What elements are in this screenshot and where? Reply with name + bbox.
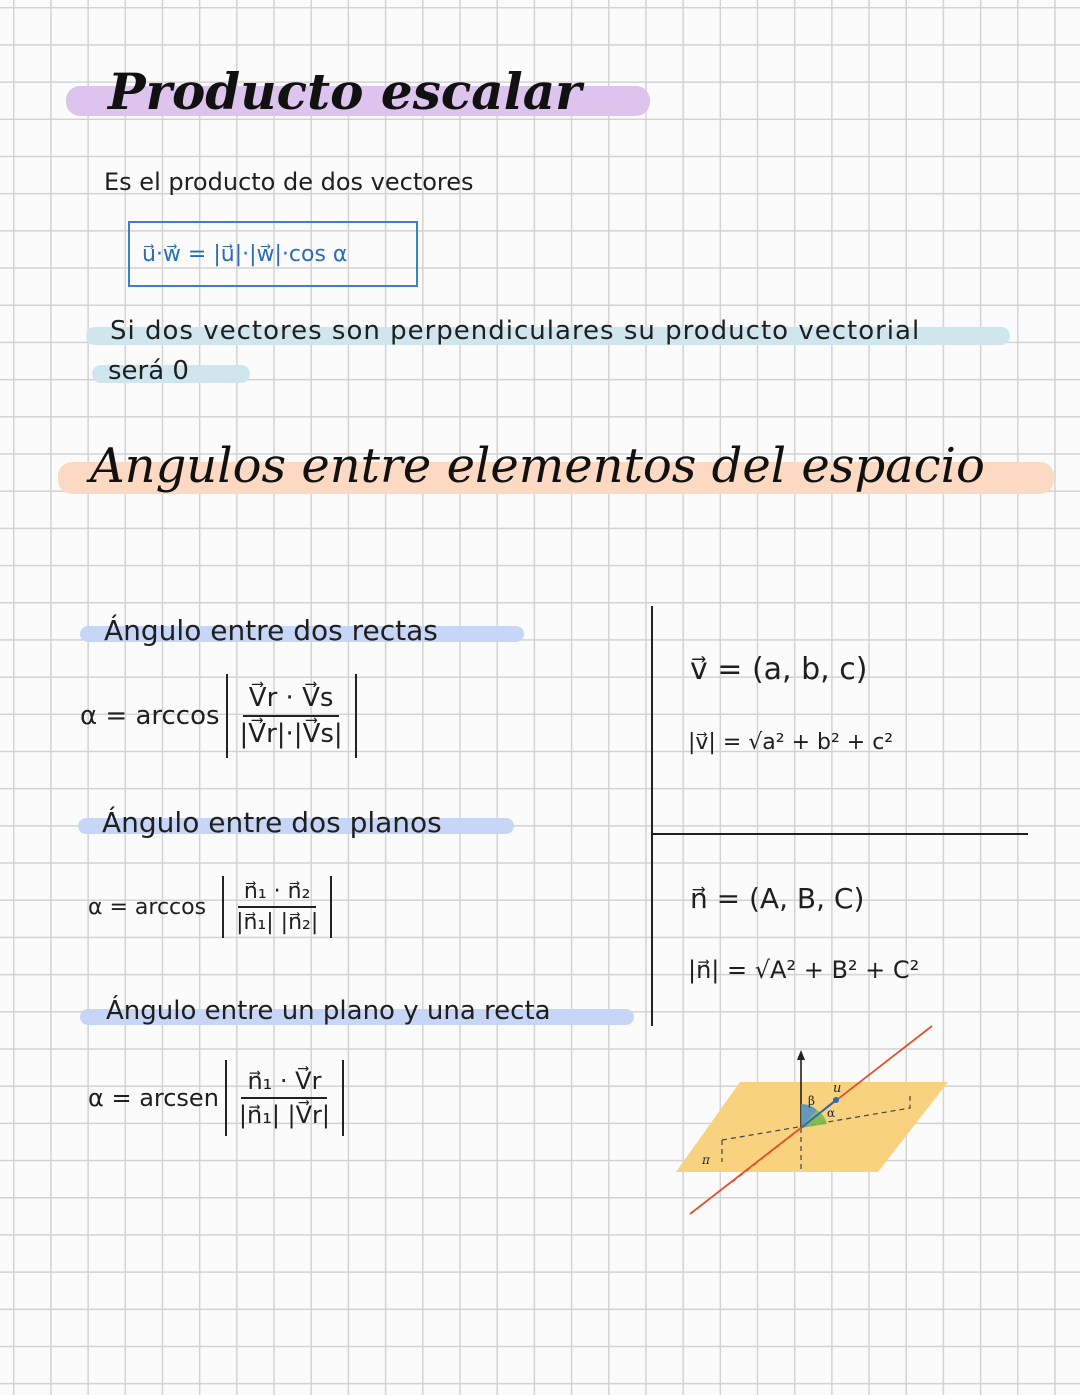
vertical-divider [651, 606, 653, 1026]
plane-line-formula [88, 1060, 350, 1136]
dot-product-formula: u⃗·w⃗ = |u⃗|·|w⃗|·cos α [142, 241, 348, 267]
label-beta: β [808, 1094, 815, 1108]
normal-modulus: |n⃗| = √A² + B² + C² [688, 956, 920, 984]
planes-formula-lhs: α = arccos [88, 894, 207, 920]
direction-vector-head [833, 1097, 839, 1103]
plane-line-diagram [670, 1020, 960, 1220]
label-pi: π [702, 1153, 710, 1167]
normal-arrow-head [797, 1050, 805, 1060]
abs-bar-right [342, 1060, 344, 1136]
vector-modulus: |v⃗| = √a² + b² + c² [688, 730, 894, 755]
planes-formula [88, 876, 338, 938]
planes-heading: Ángulo entre dos planos [102, 806, 442, 839]
label-alpha: α [827, 1106, 836, 1120]
plane-line-denominator: |n⃗₁| |V⃗r| [238, 1101, 331, 1129]
note-text-line2: será 0 [108, 356, 189, 386]
plane-line-heading: Ángulo entre un plano y una recta [106, 996, 551, 1026]
plane-line-numerator: n⃗₁ · V⃗r [241, 1067, 327, 1099]
lines-formula-lhs: α = arccos [80, 701, 220, 731]
planes-fraction [230, 879, 324, 935]
section-title-producto-escalar: Producto escalar [108, 62, 582, 121]
lines-denominator: |V⃗r|·|V⃗s| [239, 719, 343, 749]
section-title-angulos: Angulos entre elementos del espacio [90, 438, 985, 494]
plane-line-formula-lhs: α = arcsen [88, 1084, 219, 1112]
note-text-line1: Si dos vectores son perpendiculares su producto vectorial [110, 316, 921, 346]
lines-fraction [234, 683, 349, 749]
lines-numerator: V⃗r · V⃗s [243, 683, 340, 717]
vector-components: v⃗ = (a, b, c) [690, 652, 868, 687]
lines-formula [80, 674, 363, 758]
abs-bar-left [222, 876, 224, 938]
definition-text: Es el producto de dos vectores [104, 168, 474, 196]
horizontal-divider [652, 833, 1028, 835]
abs-bar-right [355, 674, 357, 758]
abs-bar-left [225, 1060, 227, 1136]
abs-bar-right [330, 876, 332, 938]
plane-line-fraction [233, 1067, 336, 1129]
abs-bar-left [226, 674, 228, 758]
planes-numerator: n⃗₁ · n⃗₂ [238, 879, 317, 908]
planes-denominator: |n⃗₁| |n⃗₂| [236, 910, 319, 935]
label-u: u [833, 1081, 842, 1096]
dot-product-formula-box [128, 221, 418, 287]
normal-components: n⃗ = (A, B, C) [690, 882, 865, 915]
lines-heading: Ángulo entre dos rectas [104, 614, 438, 647]
